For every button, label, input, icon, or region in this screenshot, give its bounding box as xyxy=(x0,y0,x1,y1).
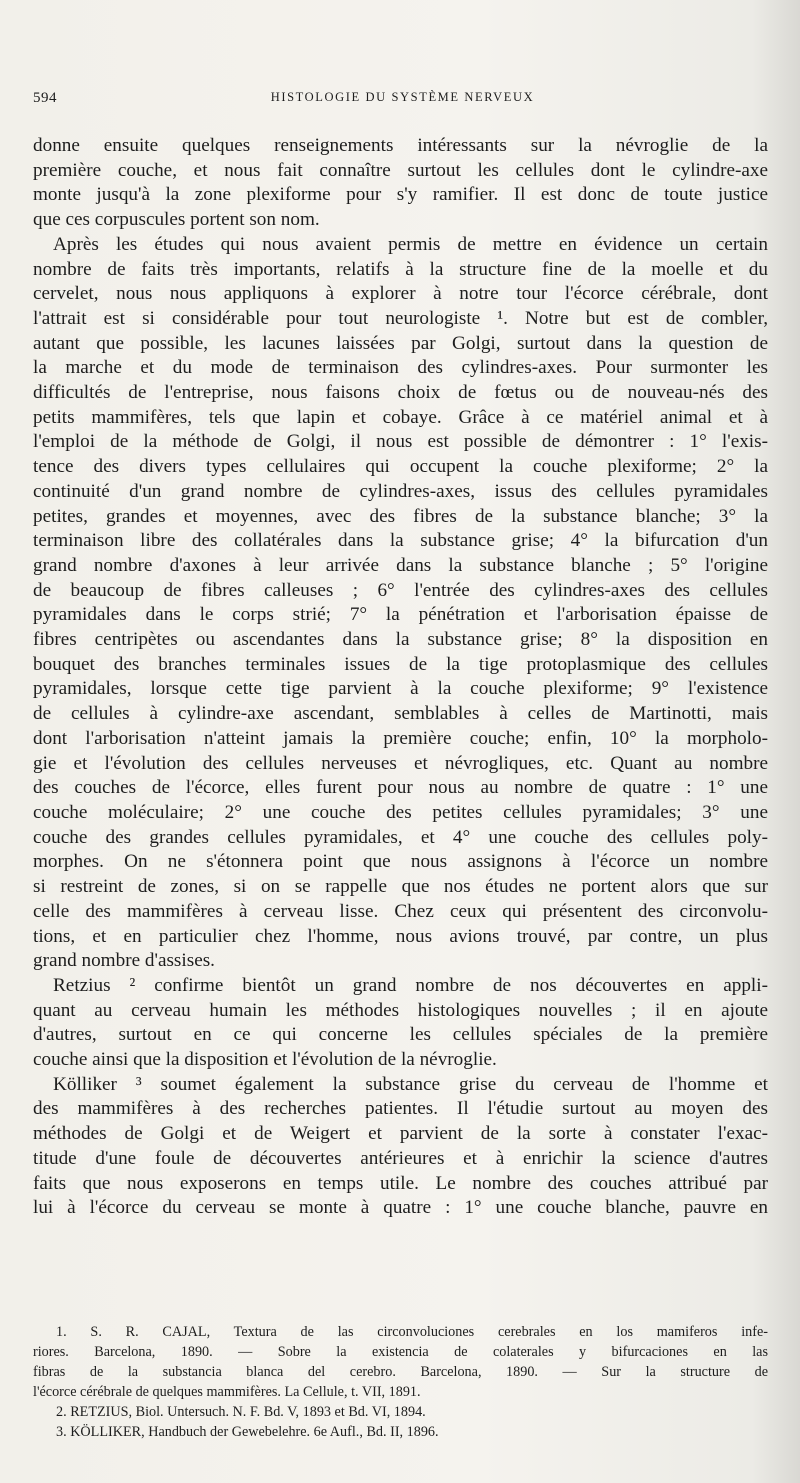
text-line: continuité d'un grand nombre de cylindres-axes, issus des cellules pyramidales xyxy=(33,480,768,502)
text-line: titude d'une foule de découvertes antérieures et à enrichir la science d'autres xyxy=(33,1147,768,1169)
text-line: gie et l'évolution des cellules nerveuses et névrogliques, etc. Quant au nombre xyxy=(33,752,768,774)
text-line: dont l'arborisation n'atteint jamais la première couche; enfin, 10° la morpholo- xyxy=(33,727,768,749)
text-line: lui à l'écorce du cerveau se monte à quatre : 1° une couche blanche, pauvre en xyxy=(33,1197,768,1219)
text-line: petits mammifères, tels que lapin et cobaye. Grâce à ce matériel animal et à xyxy=(33,406,768,428)
text-line: l'attrait est si considérable pour tout neurologiste ¹. Notre but est de combler, xyxy=(33,307,768,329)
text-line: de cellules à cylindre-axe ascendant, semblables à celles de Martinotti, mais xyxy=(33,703,768,725)
text-line: d'autres, surtout en ce qui concerne les cellules spéciales de la première xyxy=(33,1024,768,1046)
text-line: tence des divers types cellulaires qui occupent la couche plexiforme; 2° la xyxy=(33,456,768,478)
text-line: bouquet des branches terminales issues de la tige protoplasmique des cellules xyxy=(33,653,768,675)
text-line: celle des mammifères à cerveau lisse. Chez ceux qui présentent des circonvolu- xyxy=(33,900,768,922)
text-line: petites, grandes et moyennes, avec des fibres de la substance blanche; 3° la xyxy=(33,505,768,527)
text-line: l'emploi de la méthode de Golgi, il nous est possible de démontrer : 1° l'exis- xyxy=(33,431,768,453)
paragraph xyxy=(33,233,768,974)
text-line: couche ainsi que la disposition et l'évolution de la névroglie. xyxy=(33,1049,497,1071)
footnote xyxy=(33,1322,768,1402)
text-line: Après les études qui nous avaient permis de mettre en évidence un certain xyxy=(53,233,768,255)
text-line: grand nombre d'axones à leur arrivée dans la substance blanche ; 5° l'origine xyxy=(33,554,768,576)
text-line: pyramidales, lorsque cette tige parvient à la couche plexiforme; 9° l'existence xyxy=(33,678,768,700)
text-line: Kölliker ³ soumet également la substance grise du cerveau de l'homme et xyxy=(53,1073,768,1095)
footnote-line: riores. Barcelona, 1890. — Sobre la existencia de colaterales y bifurcaciones en las xyxy=(33,1344,768,1360)
footnote-line: 3. KÖLLIKER, Handbuch der Gewebelehre. 6e Aufl., Bd. II, 1896. xyxy=(56,1424,439,1440)
text-line: difficultés de l'entreprise, nous faisons choix de fœtus ou de nouveau-nés des xyxy=(33,382,768,404)
text-line: couche moléculaire; 2° une couche des petites cellules pyramidales; 3° une xyxy=(33,801,768,823)
running-title: HISTOLOGIE DU SYSTÈME NERVEUX xyxy=(270,90,535,104)
footnotes xyxy=(33,1322,768,1442)
text-line: fibres centripètes ou ascendantes dans la substance grise; 8° la disposition en xyxy=(33,629,768,651)
text-line: grand nombre d'assises. xyxy=(33,950,215,972)
paragraph xyxy=(33,974,768,1073)
text-line: faits que nous exposerons en temps utile. Le nombre des couches attribué par xyxy=(33,1172,768,1194)
paragraph xyxy=(33,134,768,233)
text-line: morphes. On ne s'étonnera point que nous assignons à l'écorce un nombre xyxy=(33,851,768,873)
paragraph xyxy=(33,1073,768,1221)
page-number: 594 xyxy=(33,90,57,106)
text-line: première couche, et nous fait connaître surtout les cellules dont le cylindre-axe xyxy=(33,159,768,181)
text-line: que ces corpuscules portent son nom. xyxy=(33,209,320,231)
text-line: des mammifères à des recherches patientes. Il l'étudie surtout au moyen des xyxy=(33,1098,768,1120)
text-line: Retzius ² confirme bientôt un grand nombre de nos découvertes en appli- xyxy=(53,974,768,996)
text-line: pyramidales dans le corps strié; 7° la pénétration et l'arborisation épaisse de xyxy=(33,604,768,626)
footnote xyxy=(33,1402,768,1422)
footnote-line: fibras de la substancia blanca del cerebro. Barcelona, 1890. — Sur la structure de xyxy=(33,1364,768,1380)
text-line: de beaucoup de fibres calleuses ; 6° l'entrée des cylindres-axes des cellules xyxy=(33,579,768,601)
text-line: autant que possible, les lacunes laissées par Golgi, surtout dans la question de xyxy=(33,332,768,354)
text-line: donne ensuite quelques renseignements intéressants sur la névroglie de la xyxy=(33,135,768,156)
text-line: terminaison libre des collatérales dans la substance grise; 4° la bifurcation d'un xyxy=(33,530,768,552)
running-head xyxy=(33,90,772,112)
footnote-line: l'écorce cérébrale de quelques mammifères. La Cellule, t. VII, 1891. xyxy=(33,1384,421,1400)
text-line: monte jusqu'à la zone plexiforme pour s'y ramifier. Il est donc de toute justice xyxy=(33,184,768,206)
body-text xyxy=(33,134,768,1221)
text-line: nombre de faits très importants, relatifs à la structure fine de la moelle et du xyxy=(33,258,768,280)
text-line: cervelet, nous nous appliquons à explorer à notre tour l'écorce cérébrale, dont xyxy=(33,283,768,305)
text-line: tions, et en particulier chez l'homme, nous avions trouvé, par contre, un plus xyxy=(33,925,768,947)
text-line: si restreint de zones, si on se rappelle que nos études ne portent alors que sur xyxy=(33,876,768,898)
footnote xyxy=(33,1422,768,1442)
text-line: la marche et du mode de terminaison des cylindres-axes. Pour surmonter les xyxy=(33,357,768,379)
text-line: quant au cerveau humain les méthodes histologiques nouvelles ; il en ajoute xyxy=(33,999,768,1021)
footnote-line: 1. S. R. CAJAL, Textura de las circonvoluciones cerebrales en los mamiferos infe- xyxy=(56,1324,768,1340)
text-line: méthodes de Golgi et de Weigert et parvient de la sorte à constater l'exac- xyxy=(33,1123,768,1145)
text-line: couche des grandes cellules pyramidales, et 4° une couche des cellules poly- xyxy=(33,826,768,848)
text-line: des couches de l'écorce, elles furent pour nous au nombre de quatre : 1° une xyxy=(33,777,768,799)
footnote-line: 2. RETZIUS, Biol. Untersuch. N. F. Bd. V, 1893 et Bd. VI, 1894. xyxy=(56,1404,426,1420)
